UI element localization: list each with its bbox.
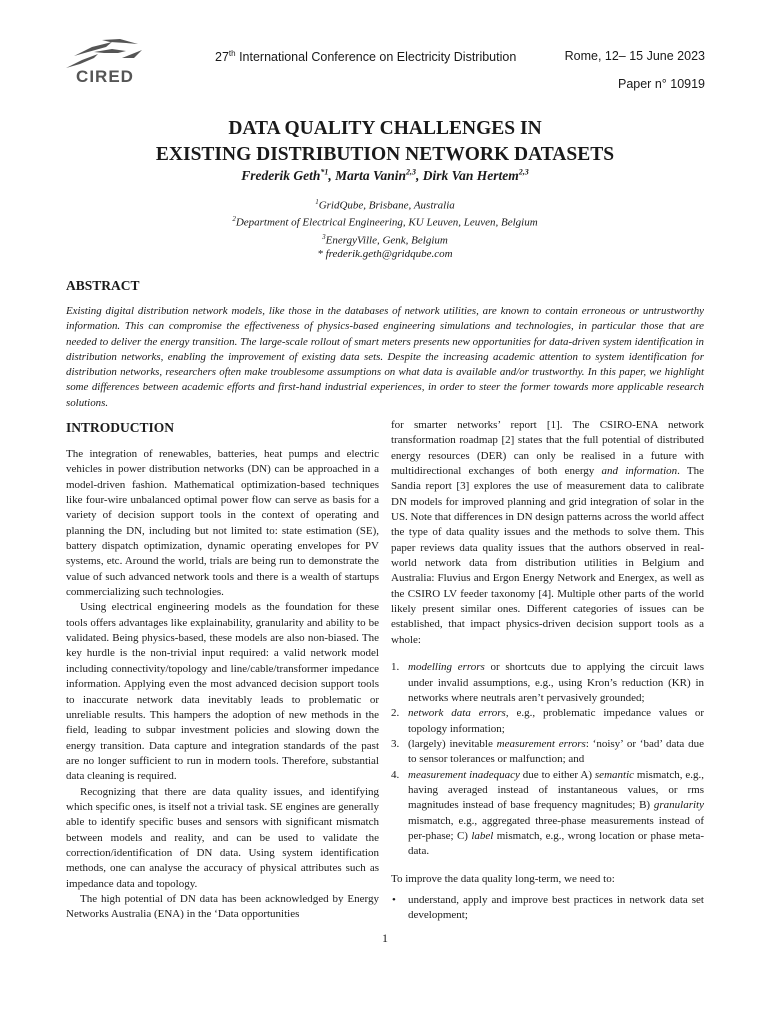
issue-item: 4. measurement inadequacy due to either A) semantic mismatch, e.g., having averaged instead of instantaneous values, or rms magnitudes instead of base frequency magnitudes; B) granularity mismatch, e.g., aggregated three-phase measurements instead of per-phase; C) label mismatch, e.g., wrong location or phase meta-data. [391, 768, 704, 858]
page-number: 1 [382, 931, 388, 945]
title-line-2: EXISTING DISTRIBUTION NETWORK DATASETS [155, 144, 615, 165]
corresponding-email: * frederik.geth@gridqube.com [317, 248, 453, 261]
right-column [391, 418, 704, 924]
logo-text: CIRED [76, 67, 134, 86]
intro-paragraph-2: Using electrical engineering models as the foundation for these tools offers advantages like explainability, granularity and ability to be validated. Being physics-based, these models are also non-biased. The key hurdle is the non-trivial input required: a valid network model including connectivity/topology and line/cable/transformer impedance information. Applying even the most advanced decision support tools to inaccurate network data inevitably leads to problematic or unreliable results. This hampers the adoption of new methods in the field, leading to subpar investment policies and slowing down the energy transition. Data capture and integration standards of the past are no longer sufficient to run in modern tools. Therefore, substantial data cleaning is required. [66, 601, 379, 783]
paper-title [0, 116, 770, 168]
intro-paragraph-3: Recognizing that there are data quality issues, and identifying which specific ones, is itself not a trivial task. SE engines are generally able to identify specific buses and sensors with significant mismatch between models and reality, and can be used to validate the correction/identification of DN data. Using system identification methods, one can analyse the accuracy of physical attributes such as impedance data and topology. [66, 785, 379, 890]
intro-paragraph-4-start: The high potential of DN data has been acknowledged by Energy Networks Australia (ENA) in the ‘Data opportunities [66, 892, 379, 921]
author-list [0, 167, 770, 184]
issue-item: 1. modelling errors or shortcuts due to applying the circuit laws under invalid assumptions, e.g., using Kron’s reduction (KR) in networks where neutrals aren’t pervasively grounded; [391, 661, 705, 704]
left-column [66, 447, 379, 923]
needs-item: • understand, apply and improve best practices in network data set development; [392, 893, 704, 922]
introduction-heading: INTRODUCTION [66, 420, 175, 435]
issue-item: 2. network data errors, e.g., problematic impedance values or topology information; [391, 707, 705, 735]
intro-paragraph-4-continued: for smarter networks’ report [1]. The CSIRO-ENA network transformation roadmap [2] states that the full potential of distributed energy resources (DER) can only be realised in a future with multidirectional exchanges of both energy and information. The Sandia report [3] explores the use of measurement data to calibrate DN models for improved planning and grid integration of solar in the US. Note that differences in DN design patterns across the world affect the type of data quality issues and the methods to solve them. This paper reviews data quality issues that the authors observed in real-world network data from distribution utilities in Belgium and Australia: Fluvius and Ergon Energy Network and Energex, as well as the CSIRO LV feeder taxonomy [4]. Multiple other parts of the world likely present similar ones. Different categories of issues can be established, that impact physics-driven decision support tools as a whole: [391, 419, 705, 646]
conference-date: Rome, 12– 15 June 2023 [564, 49, 705, 63]
affiliation-1: $^1$GridQube, Brisbane, Australia [315, 198, 455, 212]
affiliation-2: $^2$Department of Electrical Engineering, KU Leuven, Leuven, Belgium [232, 215, 538, 230]
issue-list [391, 660, 704, 859]
needs-list [391, 893, 704, 924]
abstract-text: Existing digital distribution network models, like those in the databases of network utilities, are known to contain erroneous or untrustworthy information. This can compromise the effectiveness of physics-based engineering simulations and technologies, in particular those that are needed to deliver the energy transition. The large-scale rollout of smart meters presents new opportunities for data-driven system identification in distribution networks, enabling the improvement of existing data sets. Despite the increasing academic attention to system identification for distribution networks, researchers often make troublesome assumptions on what data is available and/or trustworthy. In this paper, we highlight some differences between academic efforts and first-hand industrial experiences, in order to steer the former towards more applicable research solutions. [66, 305, 704, 409]
issue-item: 3. (largely) inevitable measurement errors: ‘noisy’ or ‘bad’ data due to sensor tolerances or malfunction; and [391, 737, 704, 766]
abstract-heading: ABSTRACT [66, 278, 140, 293]
author-3: Dirk Van Hertem$^{2,3}$ [422, 167, 529, 183]
intro-paragraph-5: To improve the data quality long-term, we need to: [391, 872, 615, 885]
affiliation-3: $^3$EnergyVille, Genk, Belgium [322, 232, 448, 247]
conference-name: 27th International Conference on Electricity Distribution [215, 49, 517, 65]
author-1: Frederik Geth$^{*1}$, [241, 167, 336, 183]
title-line-1: DATA QUALITY CHALLENGES IN [228, 118, 542, 139]
cired-logo [64, 38, 146, 86]
author-2: Marta Vanin$^{2,3}$, [335, 167, 423, 183]
paper-number: Paper n° 10919 [617, 77, 705, 91]
affiliations [0, 196, 770, 262]
intro-paragraph-1: The integration of renewables, batteries, heat pumps and electric vehicles in power distribution networks (DN) can be approached in a model-driven fashion. Mathematical optimization-based techniques like four-wire unbalanced optimal power flow can serve as basis for a variety of decision support tools in the context of operating and planning the DN, including but not limited to: state estimation (SE), battery dispatch optimization, dynamic operating envelopes for PV systems, etc. Around the world, trials are being run to demonstrate the value of such advanced network tools and there is a wealth of startups commercializing such technologies. [66, 448, 379, 599]
